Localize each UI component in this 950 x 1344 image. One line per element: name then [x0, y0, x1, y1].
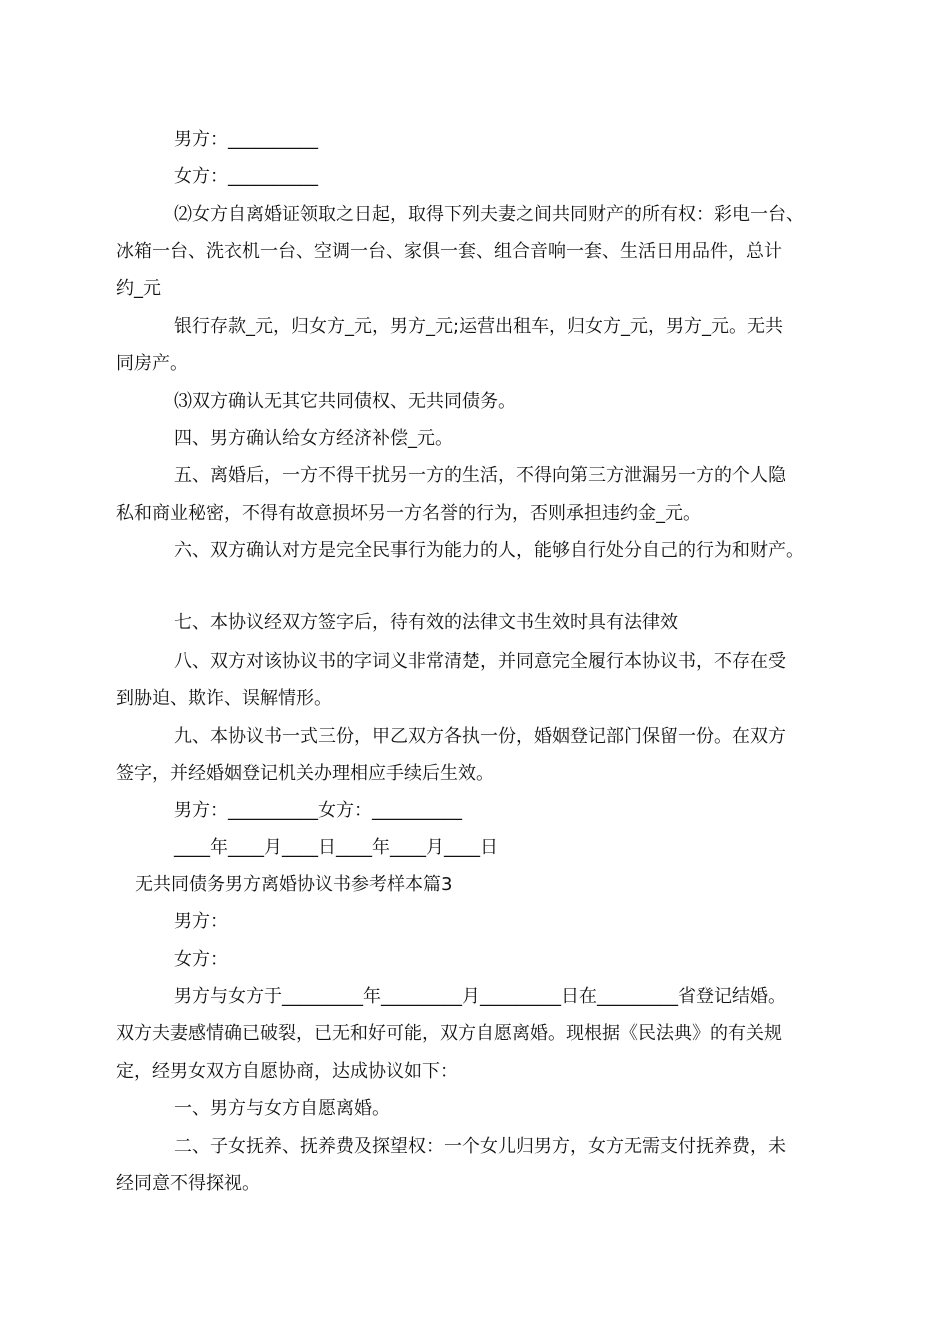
section-heading: 无共同债务男方离婚协议书参考样本篇3 [135, 874, 453, 895]
date-line: ____年____月____日____年____月____日 [174, 837, 498, 858]
paragraph-line: 九、本协议书一式三份，甲乙双方各执一份，婚姻登记部门保留一份。在双方 [174, 726, 786, 747]
male-party-line: 男方： [174, 911, 228, 932]
paragraph-line: ⑶双方确认无其它共同债权、无共同债务。 [174, 391, 516, 412]
paragraph-line: 定，经男女双方自愿协商，达成协议如下： [116, 1061, 458, 1082]
paragraph-line: 一、男方与女方自愿离婚。 [174, 1098, 390, 1119]
paragraph-line: 冰箱一台、洗衣机一台、空调一台、家俱一套、组合音响一套、生活日用品件，总计 [116, 241, 782, 262]
paragraph-line: 银行存款_元，归女方_元，男方_元;运营出租车，归女方_元，男方_元。无共 [174, 316, 784, 337]
paragraph-line: 同房产。 [116, 353, 188, 374]
female-party-line: 女方： [174, 949, 228, 970]
paragraph-line: 约_元 [116, 278, 161, 299]
signature-line: 男方：__________女方：__________ [174, 800, 462, 821]
paragraph-line: 双方夫妻感情确已破裂，已无和好可能，双方自愿离婚。现根据《民法典》的有关规 [116, 1023, 782, 1044]
paragraph-line: 五、离婚后，一方不得干扰另一方的生活，不得向第三方泄漏另一方的个人隐 [174, 465, 786, 486]
paragraph-line: ⑵女方自离婚证领取之日起，取得下列夫妻之间共同财产的所有权：彩电一台、 [174, 204, 804, 225]
paragraph-line: 六、双方确认对方是完全民事行为能力的人，能够自行处分自己的行为和财产。 [174, 540, 804, 561]
female-party-line: 女方：__________ [174, 166, 318, 187]
paragraph-line: 八、双方对该协议书的字词义非常清楚，并同意完全履行本协议书，不存在受 [174, 651, 786, 672]
paragraph-line: 男方与女方于_________年_________月_________日在_________省登记结婚。 [174, 986, 786, 1007]
male-party-line: 男方：__________ [174, 129, 318, 150]
paragraph-line: 签字，并经婚姻登记机关办理相应手续后生效。 [116, 763, 494, 784]
paragraph-line: 四、男方确认给女方经济补偿_元。 [174, 428, 453, 449]
paragraph-line: 私和商业秘密，不得有故意损坏另一方名誉的行为，否则承担违约金_元。 [116, 503, 701, 524]
paragraph-line: 七、本协议经双方签字后，待有效的法律文书生效时具有法律效 [174, 612, 678, 633]
paragraph-line: 二、子女抚养、抚养费及探望权：一个女儿归男方，女方无需支付抚养费，未 [174, 1136, 786, 1157]
paragraph-line: 到胁迫、欺诈、误解情形。 [116, 688, 332, 709]
paragraph-line: 经同意不得探视。 [116, 1173, 260, 1194]
